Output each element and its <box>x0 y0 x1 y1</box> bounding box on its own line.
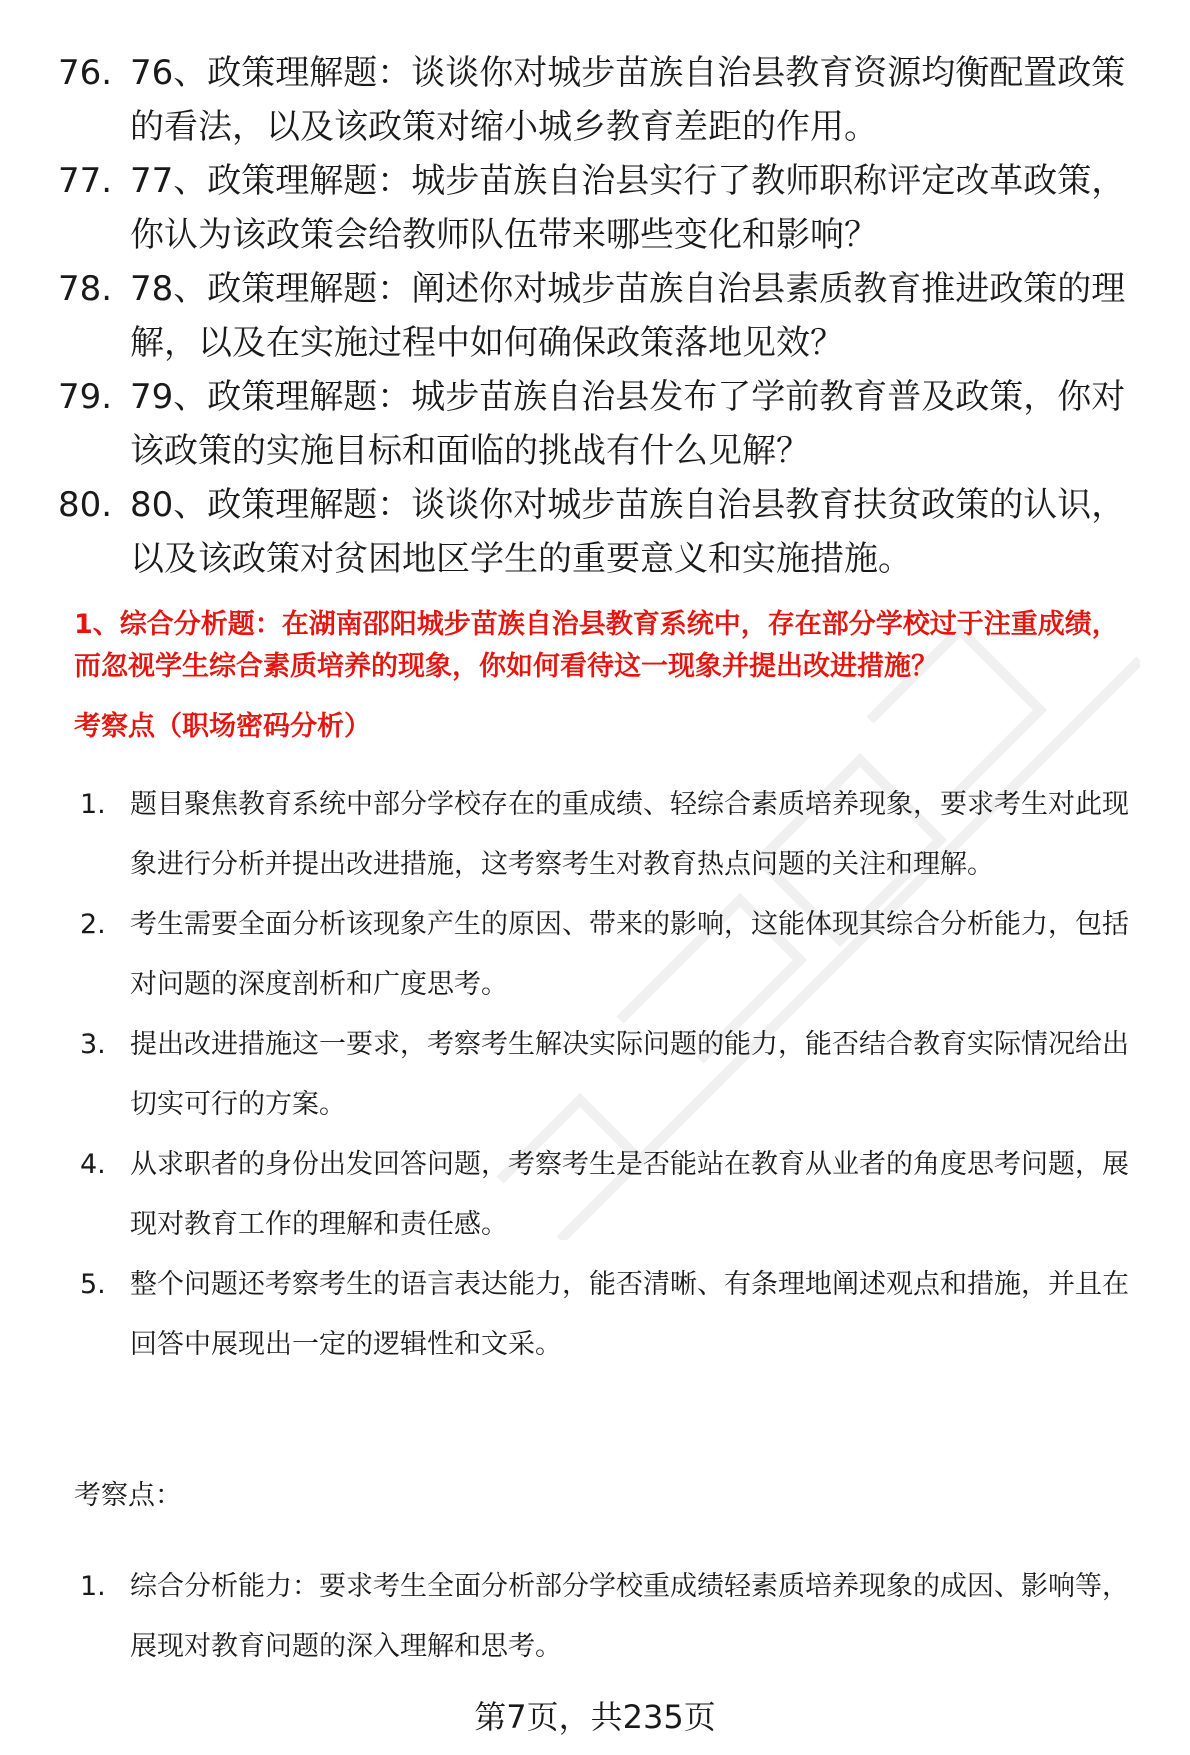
question-number: 79. <box>58 377 113 417</box>
question-number: 76. <box>58 53 113 93</box>
question-text: 79、政策理解题：城步苗族自治县发布了学前教育普及政策，你对该政策的实施目标和面临的挑战有什么见解？ <box>130 377 1126 471</box>
list-item-text: 题目聚焦教育系统中部分学校存在的重成绩、轻综合素质培养现象，要求考生对此现象进行分析并提出改进措施，这考察考生对教育热点问题的关注和理解。 <box>130 789 1129 880</box>
page-footer: 第7页，共235页 <box>474 1698 716 1736</box>
exam-points-list <box>80 1557 1150 1677</box>
question-item <box>58 262 1148 370</box>
list-item-text: 考生需要全面分析该现象产生的原因、带来的影响，这能体现其综合分析能力，包括对问题的深度剖析和广度思考。 <box>130 909 1129 1000</box>
list-item-number: 5. <box>80 1269 106 1300</box>
question-item <box>58 370 1148 478</box>
list-item-number: 4. <box>80 1149 106 1180</box>
question-number: 77. <box>58 161 113 201</box>
question-text: 78、政策理解题：阐述你对城步苗族自治县素质教育推进政策的理解，以及在实施过程中如何确保政策落地见效？ <box>130 269 1126 363</box>
question-headline: 1、综合分析题：在湖南邵阳城步苗族自治县教育系统中，存在部分学校过于注重成绩，而忽视学生综合素质培养的现象，你如何看待这一现象并提出改进措施？ <box>74 609 1119 682</box>
list-item <box>80 895 1150 1015</box>
list-item-number: 1. <box>80 1571 106 1602</box>
question-item <box>58 154 1148 262</box>
list-item-text: 提出改进措施这一要求，考察考生解决实际问题的能力，能否结合教育实际情况给出切实可行的方案。 <box>130 1029 1129 1120</box>
question-text: 80、政策理解题：谈谈你对城步苗族自治县教育扶贫政策的认识，以及该政策对贫困地区学生的重要意义和实施措施。 <box>130 485 1126 579</box>
question-number: 78. <box>58 269 113 309</box>
section-label: 考察点： <box>74 1480 182 1511</box>
list-item-text: 从求职者的身份出发回答问题，考察考生是否能站在教育从业者的角度思考问题，展现对教育工作的理解和责任感。 <box>130 1149 1129 1240</box>
question-item <box>58 46 1148 154</box>
question-item <box>58 478 1148 586</box>
analysis-subheading: 考察点（职场密码分析） <box>74 711 371 742</box>
list-item-number: 1. <box>80 789 106 820</box>
list-item <box>80 1557 1150 1677</box>
analysis-list <box>80 775 1150 1375</box>
list-item-text: 整个问题还考察考生的语言表达能力，能否清晰、有条理地阐述观点和措施，并且在回答中展现出一定的逻辑性和文采。 <box>130 1269 1129 1360</box>
list-item <box>80 775 1150 895</box>
list-item <box>80 1255 1150 1375</box>
list-item <box>80 1135 1150 1255</box>
list-item <box>80 1015 1150 1135</box>
question-text: 77、政策理解题：城步苗族自治县实行了教师职称评定改革政策，你认为该政策会给教师队伍带来哪些变化和影响？ <box>130 161 1126 255</box>
question-number: 80. <box>58 485 113 525</box>
list-item-number: 2. <box>80 909 106 940</box>
list-item-text: 综合分析能力：要求考生全面分析部分学校重成绩轻素质培养现象的成因、影响等，展现对教育问题的深入理解和思考。 <box>130 1571 1129 1662</box>
question-list <box>58 46 1148 586</box>
list-item-number: 3. <box>80 1029 106 1060</box>
question-text: 76、政策理解题：谈谈你对城步苗族自治县教育资源均衡配置政策的看法，以及该政策对缩小城乡教育差距的作用。 <box>130 53 1126 147</box>
